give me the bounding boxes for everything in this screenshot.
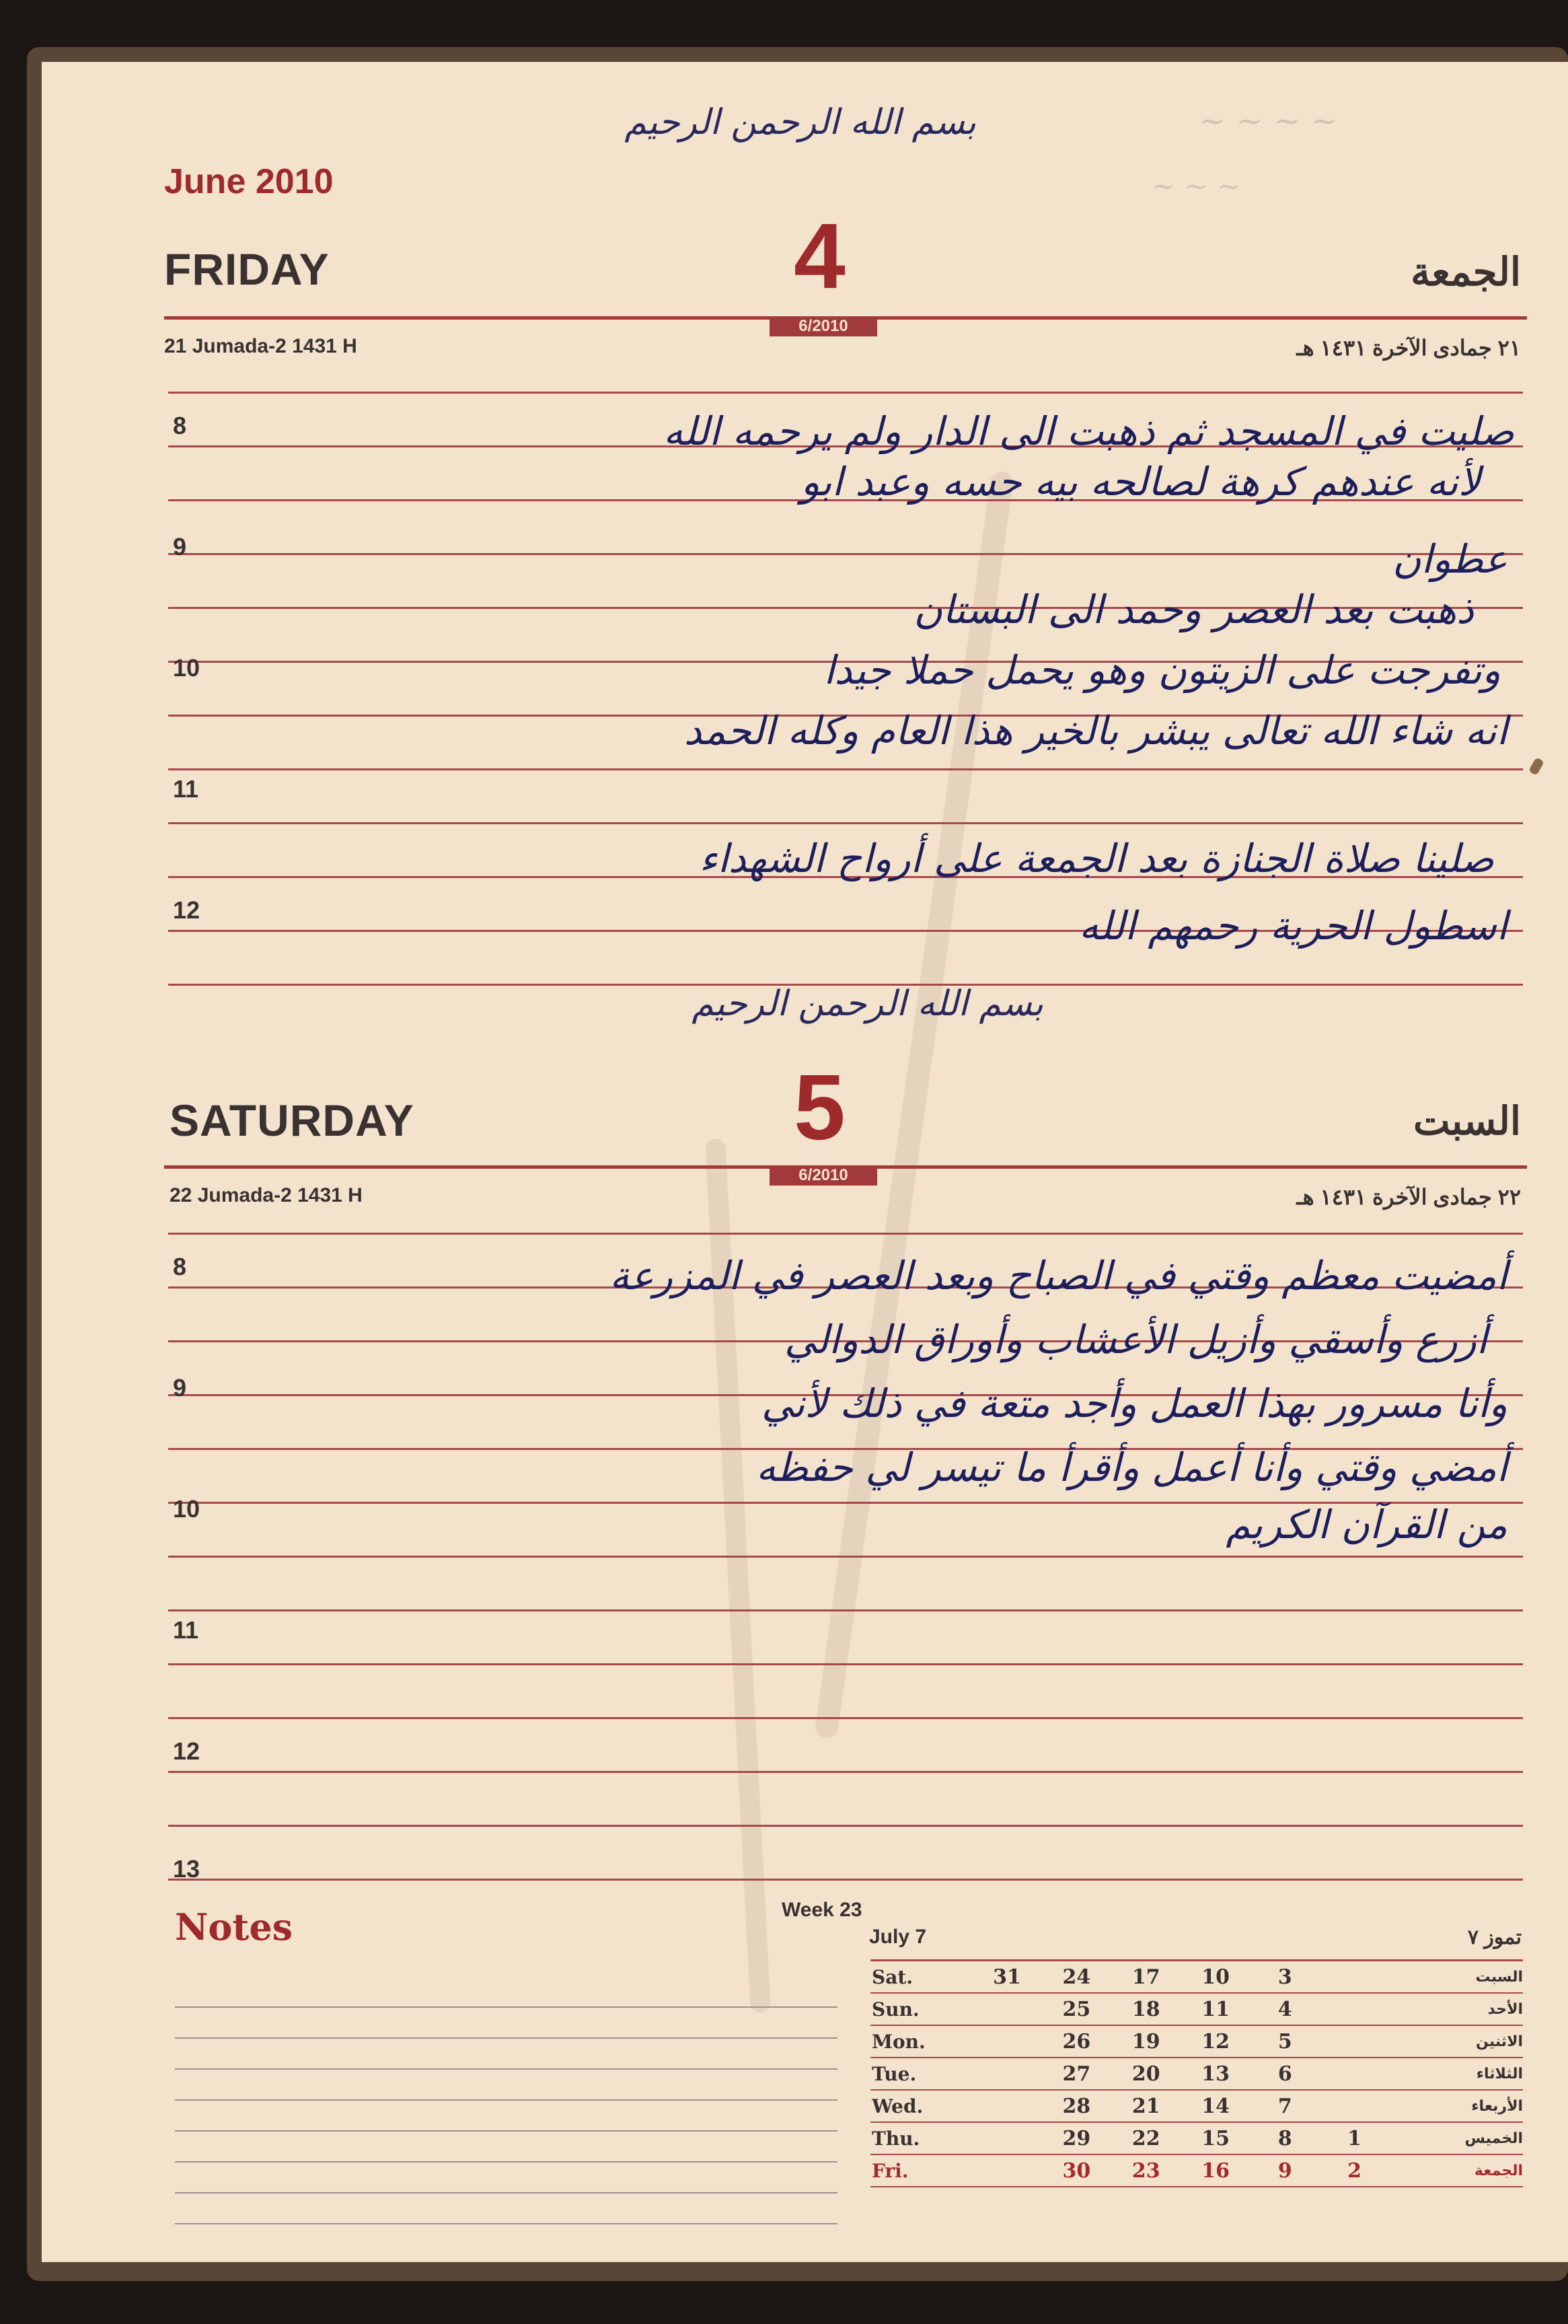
- calendar-row: [870, 2122, 1523, 2154]
- saturday-handwriting-line: أمضيت معظم وقتي في الصباح وبعد العصر في المزرعة: [609, 1253, 1507, 1299]
- ruled-line: [168, 1233, 1523, 1235]
- calendar-day: 17: [1111, 1961, 1181, 1994]
- ruled-line: [168, 1609, 1523, 1611]
- calendar-day: 16: [1181, 2154, 1250, 2187]
- friday-handwriting-line: وتفرجت على الزيتون وهو يحمل حملا جيدا: [823, 647, 1501, 693]
- calendar-day: [1320, 2058, 1389, 2090]
- friday-handwriting-line: انه شاء الله تعالى يبشر بالخير هذا العام وكله الحمد: [683, 708, 1507, 754]
- friday-handwriting-line: اسطول الحرية رحمهم الله: [1079, 903, 1507, 949]
- notes-line: [175, 2099, 837, 2101]
- hour-label: 9: [173, 1374, 187, 1402]
- show-through-mark: ~ ~ ~: [1152, 170, 1241, 203]
- notes-line: [175, 2130, 837, 2132]
- basmala-middle: بسم الله الرحمن الرحيم: [692, 984, 1043, 1024]
- saturday-handwriting-line: أمضي وقتي وأنا أعمل وأقرأ ما تيسر لي حفظه: [756, 1445, 1507, 1490]
- calendar-weekday-ar: الأربعاء: [1389, 2090, 1523, 2122]
- ruled-line: [168, 1717, 1523, 1719]
- calendar-month-en: July 7: [869, 1926, 927, 1948]
- calendar-weekday-ar: الأحد: [1389, 1993, 1523, 2025]
- calendar-weekday-en: Sat.: [870, 1961, 972, 1994]
- calendar-weekday-ar: الثلاثاء: [1389, 2058, 1523, 2090]
- ruled-line: [168, 1879, 1523, 1881]
- saturday-day-number: 5: [794, 1056, 846, 1159]
- calendar-day: 5: [1250, 2025, 1320, 2058]
- hour-label: 10: [173, 1495, 200, 1523]
- calendar-day: [972, 1993, 1041, 2025]
- calendar-day: [1320, 1961, 1389, 1994]
- hour-label: 11: [173, 1616, 199, 1644]
- ruled-line: [168, 1556, 1523, 1558]
- notes-line: [175, 2068, 837, 2070]
- friday-day-name-ar: الجمعة: [1411, 250, 1521, 294]
- friday-handwriting-line: عطوان: [1392, 536, 1507, 582]
- calendar-row: [870, 1993, 1523, 2025]
- friday-handwriting-line: لأنه عندهم كرهة لصالحه بيه حسه وعبد ابو: [800, 459, 1481, 505]
- calendar-day: 24: [1042, 1961, 1111, 1994]
- notes-title: Notes: [175, 1905, 293, 1949]
- month-header: June 2010: [164, 162, 334, 201]
- saturday-day-name: SATURDAY: [170, 1095, 414, 1145]
- calendar-weekday-ar: السبت: [1389, 1961, 1523, 1994]
- calendar-weekday-en: Tue.: [870, 2058, 972, 2090]
- calendar-day: 23: [1111, 2154, 1181, 2187]
- calendar-day: [972, 2122, 1041, 2154]
- friday-hijri-date-ar: ٢١ جمادى الآخرة ١٤٣١ هـ: [1296, 336, 1521, 360]
- hour-label: 13: [173, 1855, 200, 1883]
- friday-handwriting-line: ذهبت بعد العصر وحمد الى البستان: [913, 587, 1474, 632]
- hour-label: 12: [173, 1737, 200, 1765]
- show-through-mark: ~ ~ ~ ~: [1199, 102, 1338, 140]
- calendar-day: 4: [1250, 1993, 1320, 2025]
- calendar-weekday-en: Fri.: [870, 2154, 972, 2187]
- calendar-day: 13: [1181, 2058, 1250, 2090]
- hour-label: 10: [173, 654, 200, 682]
- hour-label: 8: [173, 412, 187, 439]
- saturday-handwriting-line: من القرآن الكريم: [1226, 1502, 1507, 1548]
- calendar-day: 6: [1250, 2058, 1320, 2090]
- ruled-line: [168, 553, 1523, 555]
- ruled-line: [168, 1771, 1523, 1773]
- notes-line: [175, 2223, 837, 2224]
- calendar-month-ar: تموز ٧: [1467, 1926, 1522, 1949]
- calendar-day: 15: [1181, 2122, 1250, 2154]
- calendar-day: 26: [1042, 2025, 1111, 2058]
- friday-day-name: FRIDAY: [164, 244, 330, 294]
- calendar-day: 18: [1111, 1993, 1181, 2025]
- calendar-weekday-ar: الاثنين: [1389, 2025, 1523, 2058]
- calendar-row: [870, 2058, 1523, 2090]
- calendar-day: 27: [1042, 2058, 1111, 2090]
- calendar-weekday-en: Sun.: [870, 1993, 972, 2025]
- friday-date-tag: 6/2010: [770, 316, 877, 336]
- calendar-row: [870, 2025, 1523, 2058]
- hour-label: 11: [173, 775, 199, 803]
- saturday-hijri-date-ar: ٢٢ جمادى الآخرة ١٤٣١ هـ: [1296, 1185, 1521, 1209]
- friday-handwriting-line: صليت في المسجد ثم ذهبت الى الدار ولم يرحمه الله: [663, 408, 1514, 454]
- ruled-line: [168, 1663, 1523, 1665]
- calendar-day: 10: [1181, 1961, 1250, 1994]
- calendar-day: 20: [1111, 2058, 1181, 2090]
- calendar-weekday-ar: الخميس: [1389, 2122, 1523, 2154]
- calendar-weekday-en: Wed.: [870, 2090, 972, 2122]
- calendar-day: 2: [1320, 2154, 1389, 2187]
- friday-day-number: 4: [794, 205, 846, 308]
- calendar-day: 8: [1250, 2122, 1320, 2154]
- calendar-day: [972, 2154, 1041, 2187]
- saturday-date-tag: 6/2010: [770, 1165, 877, 1186]
- calendar-day: 21: [1111, 2090, 1181, 2122]
- calendar-day: 14: [1181, 2090, 1250, 2122]
- hour-label: 8: [173, 1253, 187, 1280]
- calendar-day: 9: [1250, 2154, 1320, 2187]
- hour-label: 9: [173, 533, 187, 560]
- calendar-row: [870, 2090, 1523, 2122]
- calendar-day: 3: [1250, 1961, 1320, 1994]
- calendar-day: 29: [1042, 2122, 1111, 2154]
- basmala-top: بسم الله الرحمن الرحيم: [624, 102, 976, 143]
- calendar-day: 7: [1250, 2090, 1320, 2122]
- notes-line: [175, 2006, 837, 2008]
- calendar-day: 25: [1042, 1993, 1111, 2025]
- calendar-day: [1320, 2090, 1389, 2122]
- ruled-line: [168, 392, 1523, 394]
- saturday-handwriting-line: وأنا مسرور بهذا العمل وأجد متعة في ذلك لأني: [761, 1381, 1507, 1426]
- ruled-line: [168, 768, 1523, 770]
- calendar-day: 31: [972, 1961, 1041, 1994]
- hour-label: 12: [173, 896, 200, 924]
- calendar-day: [1320, 2025, 1389, 2058]
- calendar-day: 30: [1042, 2154, 1111, 2187]
- calendar-weekday-en: Mon.: [870, 2025, 972, 2058]
- mini-calendar: [870, 1959, 1523, 2187]
- calendar-row: [870, 1961, 1523, 1994]
- calendar-weekday-en: Thu.: [870, 2122, 972, 2154]
- friday-handwriting-line: صلينا صلاة الجنازة بعد الجمعة على أرواح الشهداء: [699, 836, 1494, 881]
- calendar-day: [972, 2090, 1041, 2122]
- calendar-row: [870, 2154, 1523, 2187]
- diary-page: [42, 62, 1568, 2262]
- friday-hijri-date: 21 Jumada-2 1431 H: [164, 335, 357, 357]
- calendar-day: 28: [1042, 2090, 1111, 2122]
- ruled-line: [168, 1825, 1523, 1827]
- calendar-day: 1: [1320, 2122, 1389, 2154]
- ruled-line: [168, 822, 1523, 824]
- calendar-day: [972, 2025, 1041, 2058]
- saturday-handwriting-line: أزرع وأسقي وأزيل الأعشاب وأوراق الدوالي: [784, 1317, 1487, 1363]
- notes-line: [175, 2161, 837, 2163]
- calendar-day: 12: [1181, 2025, 1250, 2058]
- calendar-day: [1320, 1993, 1389, 2025]
- saturday-day-name-ar: السبت: [1413, 1099, 1521, 1143]
- calendar-day: 11: [1181, 1993, 1250, 2025]
- saturday-hijri-date: 22 Jumada-2 1431 H: [170, 1184, 363, 1206]
- calendar-day: 22: [1111, 2122, 1181, 2154]
- notes-line: [175, 2037, 837, 2039]
- week-number: Week 23: [782, 1899, 862, 1921]
- calendar-day: 19: [1111, 2025, 1181, 2058]
- notes-line: [175, 2192, 837, 2193]
- calendar-day: [972, 2058, 1041, 2090]
- paper-speck: [1528, 757, 1544, 776]
- calendar-weekday-ar: الجمعة: [1389, 2154, 1523, 2187]
